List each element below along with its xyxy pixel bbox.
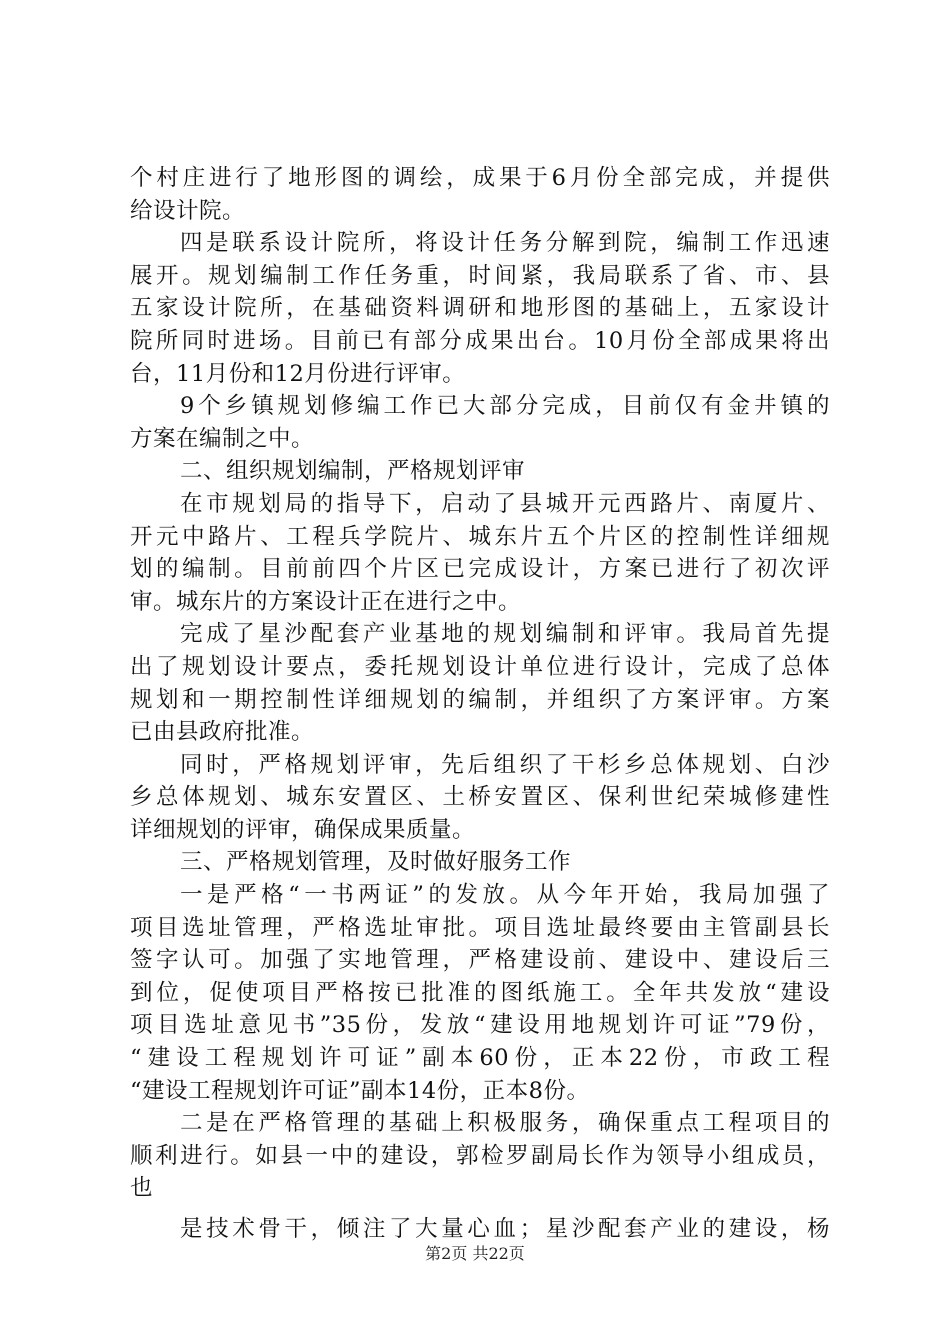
text-line: 签字认可。加强了实地管理，严格建设前、建设中、建设后三 <box>130 947 830 974</box>
text-line: 划的编制。目前前四个片区已完成设计，方案已进行了初次评 <box>130 556 830 583</box>
text-line: 五家设计院所，在基础资料调研和地形图的基础上，五家设计 <box>130 295 830 322</box>
text-line: 展开。规划编制工作任务重，时间紧，我局联系了省、市、县 <box>130 262 830 289</box>
text-line: 乡总体规划、城东安置区、土桥安置区、保利世纪荣城修建性 <box>130 784 830 811</box>
text-line: 9个乡镇规划修编工作已大部分完成，目前仅有金井镇的 <box>180 393 830 420</box>
text-line: 项目选址意见书”35份，发放“建设用地规划许可证”79份， <box>130 1012 830 1039</box>
text-line: 在市规划局的指导下，启动了县城开元西路片、南厦片、 <box>180 490 830 517</box>
text-line: 完成了星沙配套产业基地的规划编制和评审。我局首先提 <box>180 621 830 648</box>
text-line: 给设计院。 <box>130 197 246 224</box>
text-line: 审。城东片的方案设计正在进行之中。 <box>130 588 522 615</box>
text-line: 规划和一期控制性详细规划的编制，并组织了方案评审。方案 <box>130 686 830 713</box>
text-line: 详细规划的评审，确保成果质量。 <box>130 816 476 843</box>
text-line: “建设工程规划许可证”副本14份，正本8份。 <box>130 1077 590 1104</box>
text-line: 顺利进行。如县一中的建设，郭检罗副局长作为领导小组成员， <box>130 1142 830 1169</box>
text-line: 二是在严格管理的基础上积极服务，确保重点工程项目的 <box>180 1110 830 1137</box>
text-line: 一是严格“一书两证”的发放。从今年开始，我局加强了 <box>180 882 830 909</box>
text-line: 院所同时进场。目前已有部分成果出台。10月份全部成果将出 <box>130 327 830 354</box>
text-line: 台，11月份和12月份进行评审。 <box>130 360 466 387</box>
text-line: 开元中路片、工程兵学院片、城东片五个片区的控制性详细规 <box>130 523 830 550</box>
text-line: 已由县政府批准。 <box>130 719 315 746</box>
page-footer: 第2页 共22页 <box>425 1244 525 1263</box>
document-body <box>130 162 830 1246</box>
text-line: 方案在编制之中。 <box>130 425 315 452</box>
section-heading: 三、严格规划管理，及时做好服务工作 <box>180 849 572 876</box>
text-line: 出了规划设计要点，委托规划设计单位进行设计，完成了总体 <box>130 653 830 680</box>
text-line: 到位，促使项目严格按已批准的图纸施工。全年共发放“建设 <box>130 979 830 1006</box>
text-line: “建设工程规划许可证”副本60份，正本22份，市政工程 <box>130 1045 830 1072</box>
text-line: 同时，严格规划评审，先后组织了干杉乡总体规划、白沙 <box>180 751 830 778</box>
text-line: 四是联系设计院所，将设计任务分解到院，编制工作迅速 <box>180 230 830 257</box>
section-heading: 二、组织规划编制，严格规划评审 <box>180 458 526 485</box>
text-line: 项目选址管理，严格选址审批。项目选址最终要由主管副县长 <box>130 914 830 941</box>
text-line: 是技术骨干，倾注了大量心血；星沙配套产业的建设，杨 <box>180 1216 830 1242</box>
text-line: 个村庄进行了地形图的调绘，成果于6月份全部完成，并提供 <box>130 165 830 191</box>
text-line: 也 <box>130 1175 154 1202</box>
